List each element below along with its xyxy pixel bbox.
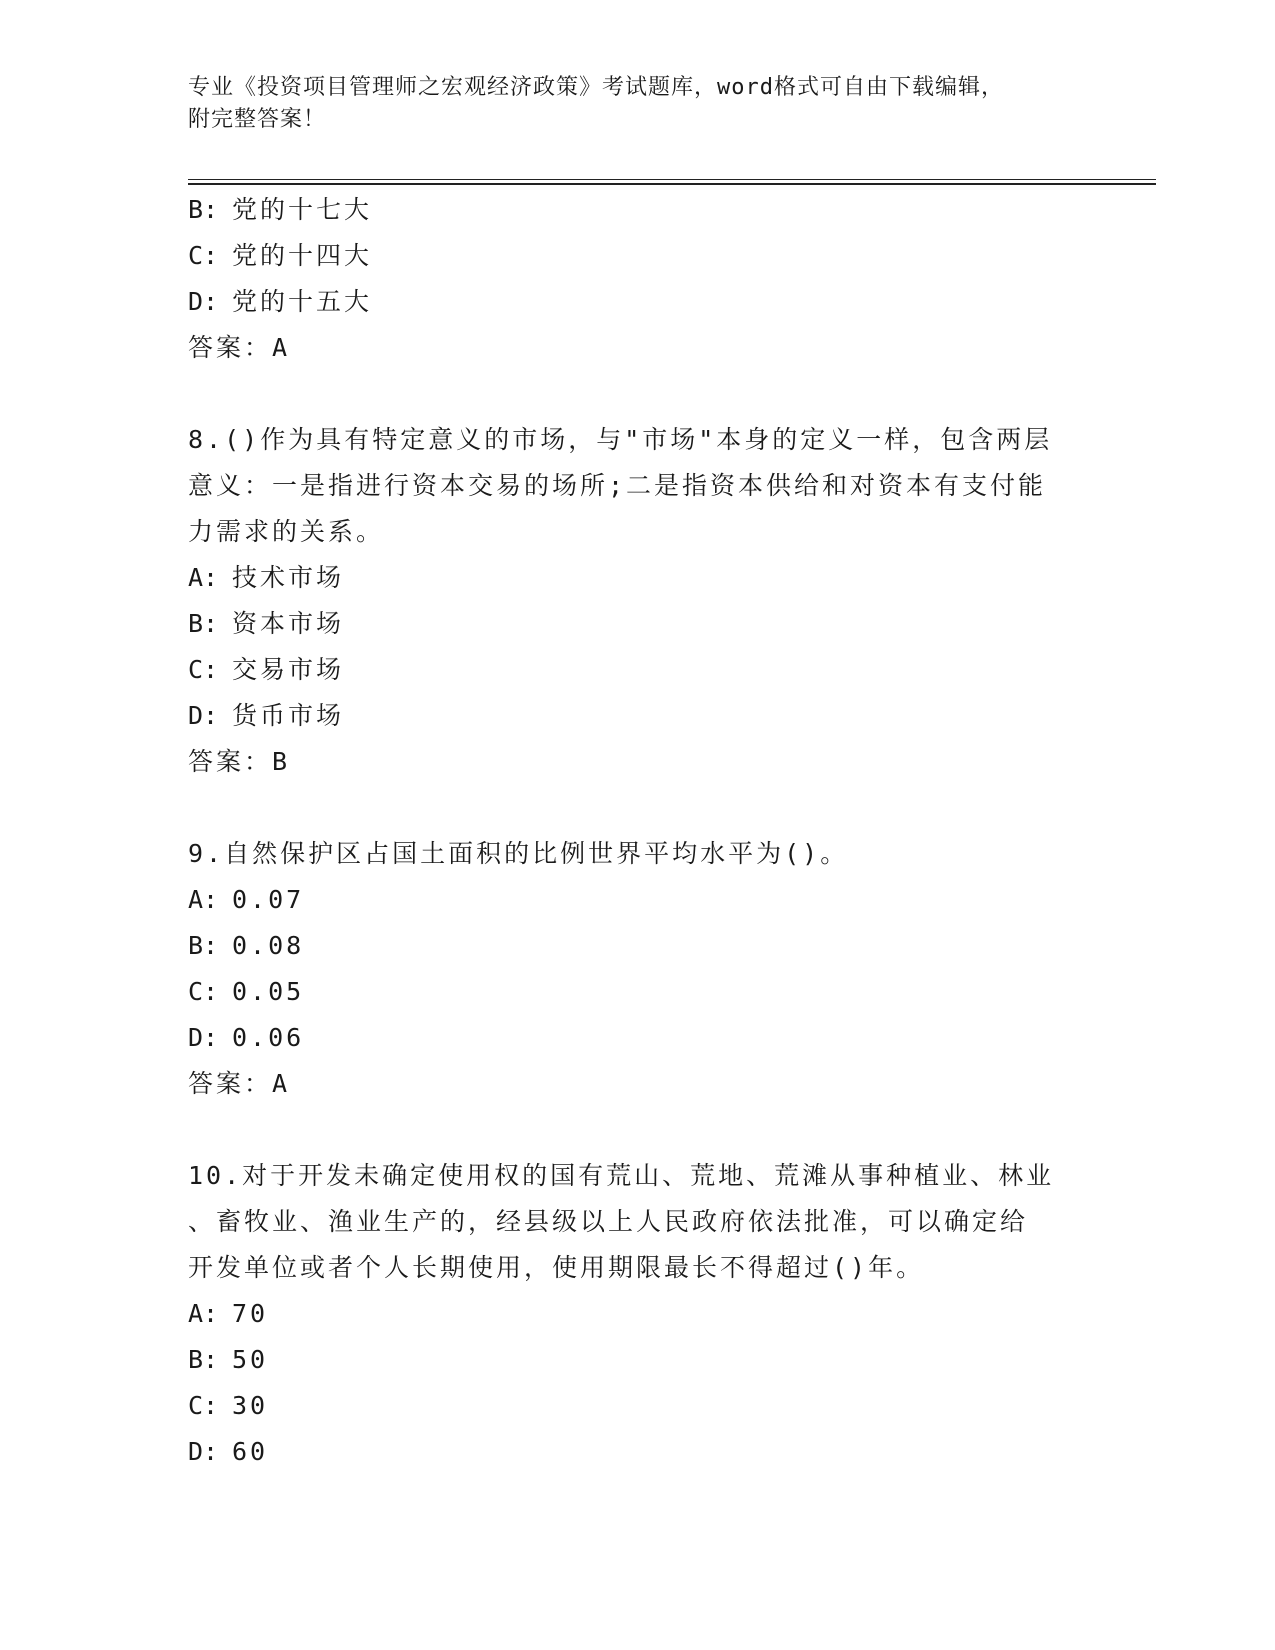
option-b bbox=[188, 1337, 1088, 1383]
question-line: 力需求的关系。 bbox=[188, 517, 385, 546]
option-a bbox=[188, 1291, 1088, 1337]
option-text: 50 bbox=[232, 1345, 269, 1374]
option-label: B: bbox=[188, 931, 219, 960]
option-c bbox=[188, 233, 1088, 279]
option-c bbox=[188, 969, 1088, 1015]
header-divider-thin bbox=[188, 179, 1156, 180]
question-8 bbox=[188, 417, 1088, 785]
option-label: D: bbox=[188, 1437, 219, 1466]
option-label: B: bbox=[188, 609, 219, 638]
header-line-1: 专业《投资项目管理师之宏观经济政策》考试题库，word格式可自由下载编辑， bbox=[188, 75, 1004, 100]
option-b bbox=[188, 187, 1088, 233]
question-text bbox=[188, 417, 1088, 555]
question-fragment bbox=[188, 187, 1088, 371]
option-text: 70 bbox=[232, 1299, 269, 1328]
header-line-2: 附完整答案！ bbox=[188, 107, 327, 132]
header-divider-thick bbox=[188, 183, 1156, 185]
question-line: 意义：一是指进行资本交易的场所;二是指资本供给和对资本有支付能 bbox=[188, 471, 1047, 500]
question-line: 、畜牧业、渔业生产的，经县级以上人民政府依法批准，可以确定给 bbox=[188, 1207, 1029, 1236]
option-text: 0.06 bbox=[232, 1023, 305, 1052]
option-a bbox=[188, 877, 1088, 923]
question-text bbox=[188, 831, 1088, 877]
question-line: 8.()作为具有特定意义的市场，与"市场"本身的定义一样，包含两层 bbox=[188, 425, 1053, 454]
answer: 答案：A bbox=[188, 333, 291, 362]
option-text: 党的十七大 bbox=[232, 195, 373, 224]
document-body bbox=[188, 187, 1088, 1475]
option-label: B: bbox=[188, 195, 219, 224]
option-label: D: bbox=[188, 287, 219, 316]
question-9 bbox=[188, 831, 1088, 1107]
option-text: 60 bbox=[232, 1437, 269, 1466]
option-label: C: bbox=[188, 241, 219, 270]
question-line: 开发单位或者个人长期使用，使用期限最长不得超过()年。 bbox=[188, 1253, 925, 1282]
option-label: C: bbox=[188, 1391, 219, 1420]
option-text: 0.07 bbox=[232, 885, 305, 914]
option-label: A: bbox=[188, 1299, 219, 1328]
document-header bbox=[188, 72, 1068, 136]
option-a bbox=[188, 555, 1088, 601]
answer: 答案：B bbox=[188, 747, 291, 776]
question-line: 10.对于开发未确定使用权的国有荒山、荒地、荒滩从事种植业、林业 bbox=[188, 1161, 1055, 1190]
option-text: 党的十四大 bbox=[232, 241, 373, 270]
option-label: A: bbox=[188, 885, 219, 914]
option-c bbox=[188, 647, 1088, 693]
option-d bbox=[188, 693, 1088, 739]
option-label: A: bbox=[188, 563, 219, 592]
option-text: 技术市场 bbox=[232, 563, 345, 592]
question-text bbox=[188, 1153, 1088, 1291]
question-10 bbox=[188, 1153, 1088, 1475]
option-text: 货币市场 bbox=[232, 701, 345, 730]
spacer bbox=[188, 785, 1088, 831]
option-text: 交易市场 bbox=[232, 655, 345, 684]
option-label: C: bbox=[188, 977, 219, 1006]
option-c bbox=[188, 1383, 1088, 1429]
option-b bbox=[188, 923, 1088, 969]
option-label: D: bbox=[188, 701, 219, 730]
option-d bbox=[188, 279, 1088, 325]
spacer bbox=[188, 1107, 1088, 1153]
option-text: 党的十五大 bbox=[232, 287, 373, 316]
option-text: 资本市场 bbox=[232, 609, 345, 638]
answer: 答案：A bbox=[188, 1069, 291, 1098]
question-line: 9.自然保护区占国土面积的比例世界平均水平为()。 bbox=[188, 839, 849, 868]
option-d bbox=[188, 1429, 1088, 1475]
option-text: 30 bbox=[232, 1391, 269, 1420]
option-d bbox=[188, 1015, 1088, 1061]
option-label: C: bbox=[188, 655, 219, 684]
spacer bbox=[188, 371, 1088, 417]
option-text: 0.05 bbox=[232, 977, 305, 1006]
option-label: B: bbox=[188, 1345, 219, 1374]
option-b bbox=[188, 601, 1088, 647]
option-label: D: bbox=[188, 1023, 219, 1052]
option-text: 0.08 bbox=[232, 931, 305, 960]
